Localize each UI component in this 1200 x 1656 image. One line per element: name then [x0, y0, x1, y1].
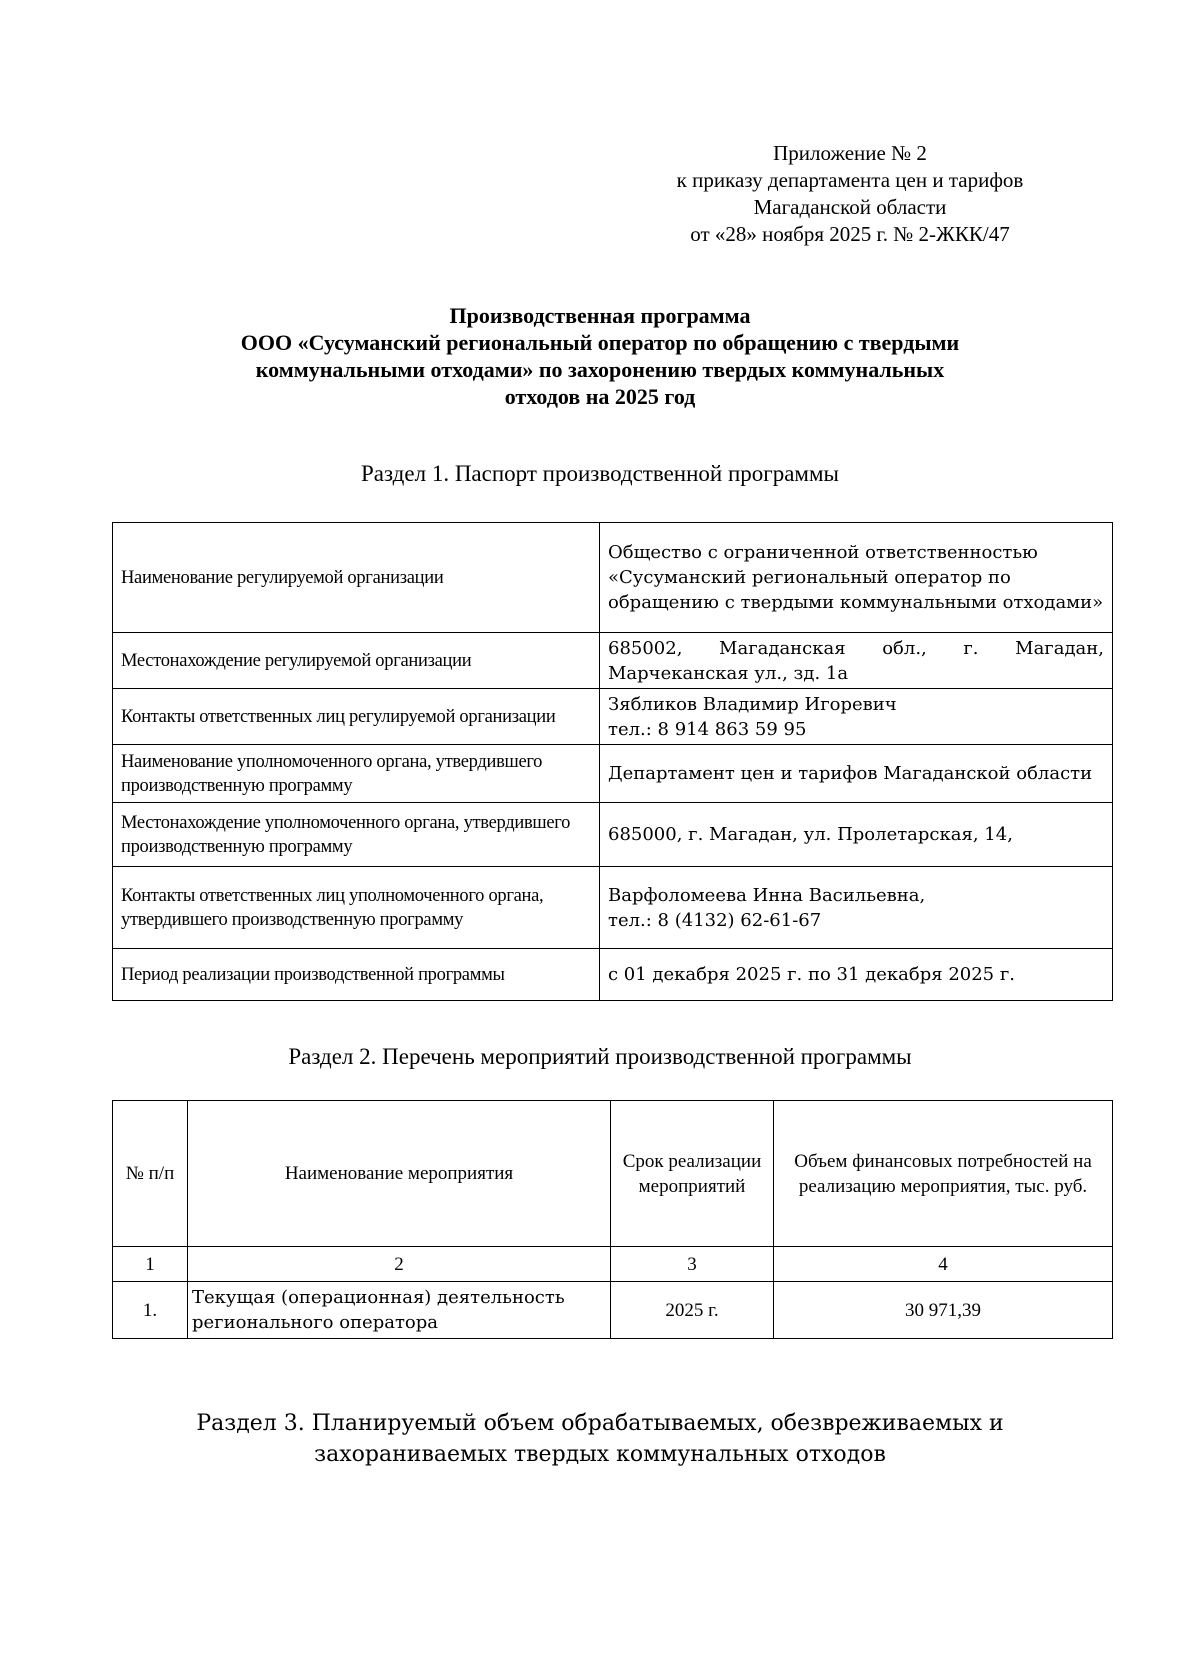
row-num: 1.: [113, 1282, 188, 1339]
row-value: [600, 867, 1113, 949]
row-label: Наименование уполномоченного органа, утвердившего производственную программу: [113, 745, 600, 803]
measures-table: [112, 1100, 1113, 1339]
appendix-line: Магаданской области: [753, 195, 947, 219]
appendix-block: [640, 140, 1060, 248]
row-label: Наименование регулируемой организации: [113, 523, 600, 633]
row-volume: 30 971,39: [774, 1282, 1113, 1339]
value-line: Зябликов Владимир Игоревич: [608, 693, 897, 715]
column-number-row: [113, 1247, 1113, 1282]
title-line: Производственная программа: [449, 303, 751, 328]
row-value: Департамент цен и тарифов Магаданской области: [600, 745, 1113, 803]
column-number: 4: [774, 1247, 1113, 1282]
row-name: Текущая (операционная) деятельность регионального оператора: [188, 1282, 611, 1339]
table-row: [113, 949, 1113, 1001]
table-row: [113, 745, 1113, 803]
table-row: [113, 523, 1113, 633]
passport-table: [112, 522, 1113, 1001]
row-label: Местонахождение уполномоченного органа, утвердившего производственную программу: [113, 803, 600, 867]
table-row: [113, 867, 1113, 949]
row-label: Период реализации производственной программы: [113, 949, 600, 1001]
heading-line: Раздел 3. Планируемый объем обрабатываемых, обезвреживаемых и: [196, 1411, 1004, 1436]
value-line: тел.: 8 (4132) 62-61-67: [608, 909, 822, 931]
value-line: тел.: 8 914 863 59 95: [608, 718, 807, 740]
section1-heading: Раздел 1. Паспорт производственной программы: [361, 461, 839, 486]
value-line: 685002, Магаданская обл., г. Магадан,: [608, 637, 1104, 659]
heading-line: захораниваемых твердых коммунальных отходов: [314, 1442, 886, 1467]
table-header-row: [113, 1101, 1113, 1247]
row-value: 685000, г. Магадан, ул. Пролетарская, 14,: [600, 803, 1113, 867]
row-value: [600, 689, 1113, 745]
section3-heading: [100, 1408, 1100, 1470]
header-name: Наименование мероприятия: [188, 1101, 611, 1247]
row-value: Общество с ограниченной ответственностью «Сусуманский региональный оператор по обращению с твердыми коммунальными отходами»: [600, 523, 1113, 633]
appendix-line: от «28» ноября 2025 г. № 2-ЖКК/47: [690, 222, 1010, 246]
table-row: [113, 1282, 1113, 1339]
column-number: 2: [188, 1247, 611, 1282]
header-volume: Объем финансовых потребностей на реализацию мероприятия, тыс. руб.: [774, 1101, 1113, 1247]
header-num: № п/п: [113, 1101, 188, 1247]
row-label: Контакты ответственных лиц уполномоченного органа, утвердившего производственную программу: [113, 867, 600, 949]
section2-heading: Раздел 2. Перечень мероприятий производственной программы: [288, 1044, 912, 1069]
document-title: [100, 302, 1100, 410]
table-row: [113, 803, 1113, 867]
value-line: Марчеканская ул., зд. 1а: [608, 662, 849, 684]
row-label: Местонахождение регулируемой организации: [113, 633, 600, 689]
table-row: [113, 689, 1113, 745]
appendix-line: Приложение № 2: [773, 141, 927, 165]
column-number: 1: [113, 1247, 188, 1282]
table-row: [113, 633, 1113, 689]
header-term: Срок реализации мероприятий: [611, 1101, 774, 1247]
row-value: с 01 декабря 2025 г. по 31 декабря 2025 г.: [600, 949, 1113, 1001]
row-value: [600, 633, 1113, 689]
row-term: 2025 г.: [611, 1282, 774, 1339]
column-number: 3: [611, 1247, 774, 1282]
row-label: Контакты ответственных лиц регулируемой организации: [113, 689, 600, 745]
value-line: Варфоломеева Инна Васильевна,: [608, 884, 926, 906]
appendix-line: к приказу департамента цен и тарифов: [676, 168, 1024, 192]
title-line: коммунальными отходами» по захоронению твердых коммунальных: [255, 357, 945, 382]
title-line: ООО «Сусуманский региональный оператор по обращению с твердыми: [240, 330, 960, 355]
title-line: отходов на 2025 год: [504, 384, 696, 409]
